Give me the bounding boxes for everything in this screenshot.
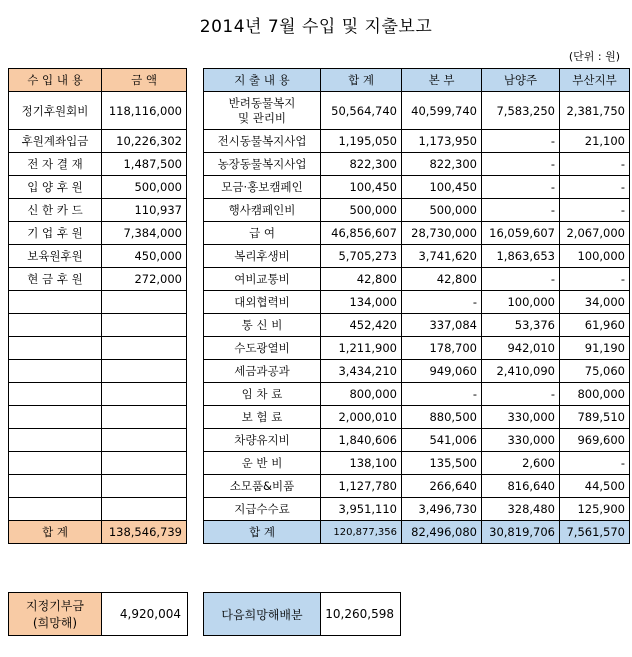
income-row [9, 360, 187, 383]
expense-item-hq: 40,599,740 [402, 92, 482, 130]
income-row [9, 498, 187, 521]
income-row [9, 291, 187, 314]
expense-item-hq: - [402, 291, 482, 314]
income-row [9, 452, 187, 475]
page-title: 2014년 7월 수입 및 지출보고 [199, 17, 433, 37]
expense-item-namyangju: 2,600 [482, 452, 560, 475]
income-item-label: 정기후원회비 [9, 92, 102, 130]
income-header-row [9, 69, 187, 92]
expense-item-busan: - [560, 452, 630, 475]
income-row [9, 406, 187, 429]
expense-item-total: 800,000 [321, 383, 402, 406]
expense-item-total: 452,420 [321, 314, 402, 337]
expense-item-total: 134,000 [321, 291, 402, 314]
expense-item-namyangju: 1,863,653 [482, 245, 560, 268]
income-row [9, 222, 187, 245]
income-row [9, 475, 187, 498]
income-row [9, 92, 187, 130]
income-empty-cell [102, 429, 187, 452]
expense-item-busan: 44,500 [560, 475, 630, 498]
income-item-amount: 118,116,000 [102, 92, 187, 130]
income-row [9, 268, 187, 291]
income-empty-cell [9, 498, 102, 521]
expense-item-hq: 3,496,730 [402, 498, 482, 521]
expense-item-busan: - [560, 199, 630, 222]
expense-row [204, 222, 630, 245]
income-row [9, 314, 187, 337]
expense-item-total: 1,195,050 [321, 130, 402, 153]
expense-total-total: 120,877,356 [321, 521, 402, 544]
income-empty-cell [102, 406, 187, 429]
income-empty-cell [9, 314, 102, 337]
expense-item-namyangju: 7,583,250 [482, 92, 560, 130]
expense-item-total: 3,951,110 [321, 498, 402, 521]
expense-item-busan: 125,900 [560, 498, 630, 521]
income-row [9, 199, 187, 222]
income-header-content: 수 입 내 용 [9, 69, 102, 92]
income-row [9, 130, 187, 153]
income-empty-cell [102, 498, 187, 521]
expense-total-namyangju: 30,819,706 [482, 521, 560, 544]
income-empty-cell [9, 383, 102, 406]
expense-item-busan: 2,067,000 [560, 222, 630, 245]
expense-row [204, 92, 630, 130]
expense-item-total: 1,840,606 [321, 429, 402, 452]
expense-item-label: 복리후생비 [204, 245, 321, 268]
expense-item-total: 5,705,273 [321, 245, 402, 268]
income-item-label: 후원계좌입금 [9, 130, 102, 153]
expense-row [204, 291, 630, 314]
expense-item-label: 지급수수료 [204, 498, 321, 521]
designated-donation-label: 지정기부금 (희망해) [8, 592, 102, 636]
expense-item-namyangju: 330,000 [482, 406, 560, 429]
income-empty-cell [102, 337, 187, 360]
income-item-amount: 110,937 [102, 199, 187, 222]
expense-item-label: 통 신 비 [204, 314, 321, 337]
expense-item-total: 50,564,740 [321, 92, 402, 130]
expense-item-label: 운 반 비 [204, 452, 321, 475]
expense-row [204, 337, 630, 360]
expense-item-busan: 800,000 [560, 383, 630, 406]
expense-item-hq: 100,450 [402, 176, 482, 199]
expense-row [204, 130, 630, 153]
expense-item-namyangju: - [482, 268, 560, 291]
unit-label: (단위 : 원) [568, 50, 620, 63]
expense-item-total: 100,450 [321, 176, 402, 199]
expense-item-namyangju: 53,376 [482, 314, 560, 337]
expense-item-namyangju: - [482, 176, 560, 199]
expense-row [204, 452, 630, 475]
income-item-amount: 500,000 [102, 176, 187, 199]
expense-item-namyangju: 942,010 [482, 337, 560, 360]
expense-item-hq: 337,084 [402, 314, 482, 337]
income-item-label: 기 업 후 원 [9, 222, 102, 245]
income-item-label: 현 금 후 원 [9, 268, 102, 291]
expense-row [204, 360, 630, 383]
expense-row [204, 406, 630, 429]
expense-item-busan: 100,000 [560, 245, 630, 268]
income-item-amount: 10,226,302 [102, 130, 187, 153]
expense-item-busan: 61,960 [560, 314, 630, 337]
expense-item-label: 농장동물복지사업 [204, 153, 321, 176]
expense-item-hq: 42,800 [402, 268, 482, 291]
expense-item-busan: - [560, 153, 630, 176]
expense-item-hq: 135,500 [402, 452, 482, 475]
expense-row [204, 268, 630, 291]
expense-item-hq: 178,700 [402, 337, 482, 360]
expense-item-hq: 880,500 [402, 406, 482, 429]
expense-item-namyangju: 816,640 [482, 475, 560, 498]
expense-table [203, 68, 630, 544]
income-empty-cell [9, 337, 102, 360]
expense-item-label: 급 여 [204, 222, 321, 245]
next-hope-label: 다음희망해배분 [203, 592, 321, 636]
expense-item-label: 보 험 료 [204, 406, 321, 429]
income-empty-cell [9, 291, 102, 314]
expense-item-label: 수도광열비 [204, 337, 321, 360]
expense-item-hq: 266,640 [402, 475, 482, 498]
expense-row [204, 383, 630, 406]
income-empty-cell [102, 314, 187, 337]
expense-header-busan: 부산지부 [560, 69, 630, 92]
income-item-amount: 272,000 [102, 268, 187, 291]
expense-item-label: 행사캠페인비 [204, 199, 321, 222]
expense-total-row [204, 521, 630, 544]
expense-item-hq: - [402, 383, 482, 406]
expense-total-hq: 82,496,080 [402, 521, 482, 544]
expense-row [204, 498, 630, 521]
expense-row [204, 429, 630, 452]
expense-total-label: 합 계 [204, 521, 321, 544]
expense-item-busan: 789,510 [560, 406, 630, 429]
expense-item-busan: 91,190 [560, 337, 630, 360]
income-empty-cell [9, 406, 102, 429]
expense-item-label: 차량유지비 [204, 429, 321, 452]
expense-item-label: 소모품&비품 [204, 475, 321, 498]
expense-item-hq: 500,000 [402, 199, 482, 222]
expense-row [204, 176, 630, 199]
expense-row [204, 199, 630, 222]
income-item-label: 보육원후원 [9, 245, 102, 268]
expense-item-namyangju: 2,410,090 [482, 360, 560, 383]
income-empty-cell [102, 291, 187, 314]
expense-item-busan: 969,600 [560, 429, 630, 452]
expense-item-namyangju: - [482, 383, 560, 406]
income-item-label: 신 한 카 드 [9, 199, 102, 222]
expense-row [204, 153, 630, 176]
income-item-amount: 7,384,000 [102, 222, 187, 245]
expense-item-namyangju: 330,000 [482, 429, 560, 452]
expense-item-hq: 541,006 [402, 429, 482, 452]
income-header-amount: 금 액 [102, 69, 187, 92]
income-empty-cell [102, 452, 187, 475]
income-item-label: 전 자 결 재 [9, 153, 102, 176]
income-empty-cell [9, 429, 102, 452]
expense-row [204, 245, 630, 268]
expense-total-busan: 7,561,570 [560, 521, 630, 544]
expense-item-hq: 1,173,950 [402, 130, 482, 153]
expense-item-hq: 28,730,000 [402, 222, 482, 245]
expense-item-namyangju: - [482, 130, 560, 153]
expense-item-label: 전시동물복지사업 [204, 130, 321, 153]
expense-item-label: 임 차 료 [204, 383, 321, 406]
income-row [9, 383, 187, 406]
expense-item-namyangju: 100,000 [482, 291, 560, 314]
expense-item-total: 1,127,780 [321, 475, 402, 498]
income-empty-cell [9, 360, 102, 383]
income-item-amount: 450,000 [102, 245, 187, 268]
expense-item-total: 822,300 [321, 153, 402, 176]
expense-item-label: 모금·홍보캠페인 [204, 176, 321, 199]
expense-item-total: 138,100 [321, 452, 402, 475]
designated-donation-amount: 4,920,004 [101, 592, 188, 636]
expense-item-total: 3,434,210 [321, 360, 402, 383]
income-item-amount: 1,487,500 [102, 153, 187, 176]
income-row [9, 176, 187, 199]
expense-item-hq: 949,060 [402, 360, 482, 383]
income-row [9, 153, 187, 176]
next-hope-amount: 10,260,598 [320, 592, 401, 636]
expense-item-busan: 34,000 [560, 291, 630, 314]
expense-item-total: 46,856,607 [321, 222, 402, 245]
expense-item-total: 42,800 [321, 268, 402, 291]
expense-item-hq: 3,741,620 [402, 245, 482, 268]
expense-item-namyangju: - [482, 153, 560, 176]
expense-item-busan: 21,100 [560, 130, 630, 153]
income-total-label: 합 계 [9, 521, 102, 544]
income-empty-cell [102, 475, 187, 498]
expense-header-row [204, 69, 630, 92]
expense-item-busan: 75,060 [560, 360, 630, 383]
expense-header-content: 지 출 내 용 [204, 69, 321, 92]
expense-item-total: 500,000 [321, 199, 402, 222]
expense-item-label: 반려동물복지 및 관리비 [204, 92, 321, 130]
expense-item-namyangju: 328,480 [482, 498, 560, 521]
expense-item-namyangju: - [482, 199, 560, 222]
income-row [9, 429, 187, 452]
expense-item-total: 1,211,900 [321, 337, 402, 360]
expense-header-hq: 본 부 [402, 69, 482, 92]
income-item-label: 입 양 후 원 [9, 176, 102, 199]
expense-item-namyangju: 16,059,607 [482, 222, 560, 245]
expense-item-hq: 822,300 [402, 153, 482, 176]
income-empty-cell [9, 475, 102, 498]
expense-row [204, 475, 630, 498]
income-empty-cell [102, 383, 187, 406]
expense-header-namyangju: 남양주 [482, 69, 560, 92]
expense-item-label: 세금과공과 [204, 360, 321, 383]
expense-item-label: 대외협력비 [204, 291, 321, 314]
income-row [9, 245, 187, 268]
expense-row [204, 314, 630, 337]
expense-item-busan: - [560, 268, 630, 291]
expense-item-label: 여비교통비 [204, 268, 321, 291]
income-empty-cell [9, 452, 102, 475]
income-total-row [9, 521, 187, 544]
income-table [8, 68, 187, 544]
expense-item-busan: 2,381,750 [560, 92, 630, 130]
expense-item-total: 2,000,010 [321, 406, 402, 429]
income-row [9, 337, 187, 360]
expense-item-busan: - [560, 176, 630, 199]
income-total-amount: 138,546,739 [102, 521, 187, 544]
expense-header-total: 합 계 [321, 69, 402, 92]
income-empty-cell [102, 360, 187, 383]
